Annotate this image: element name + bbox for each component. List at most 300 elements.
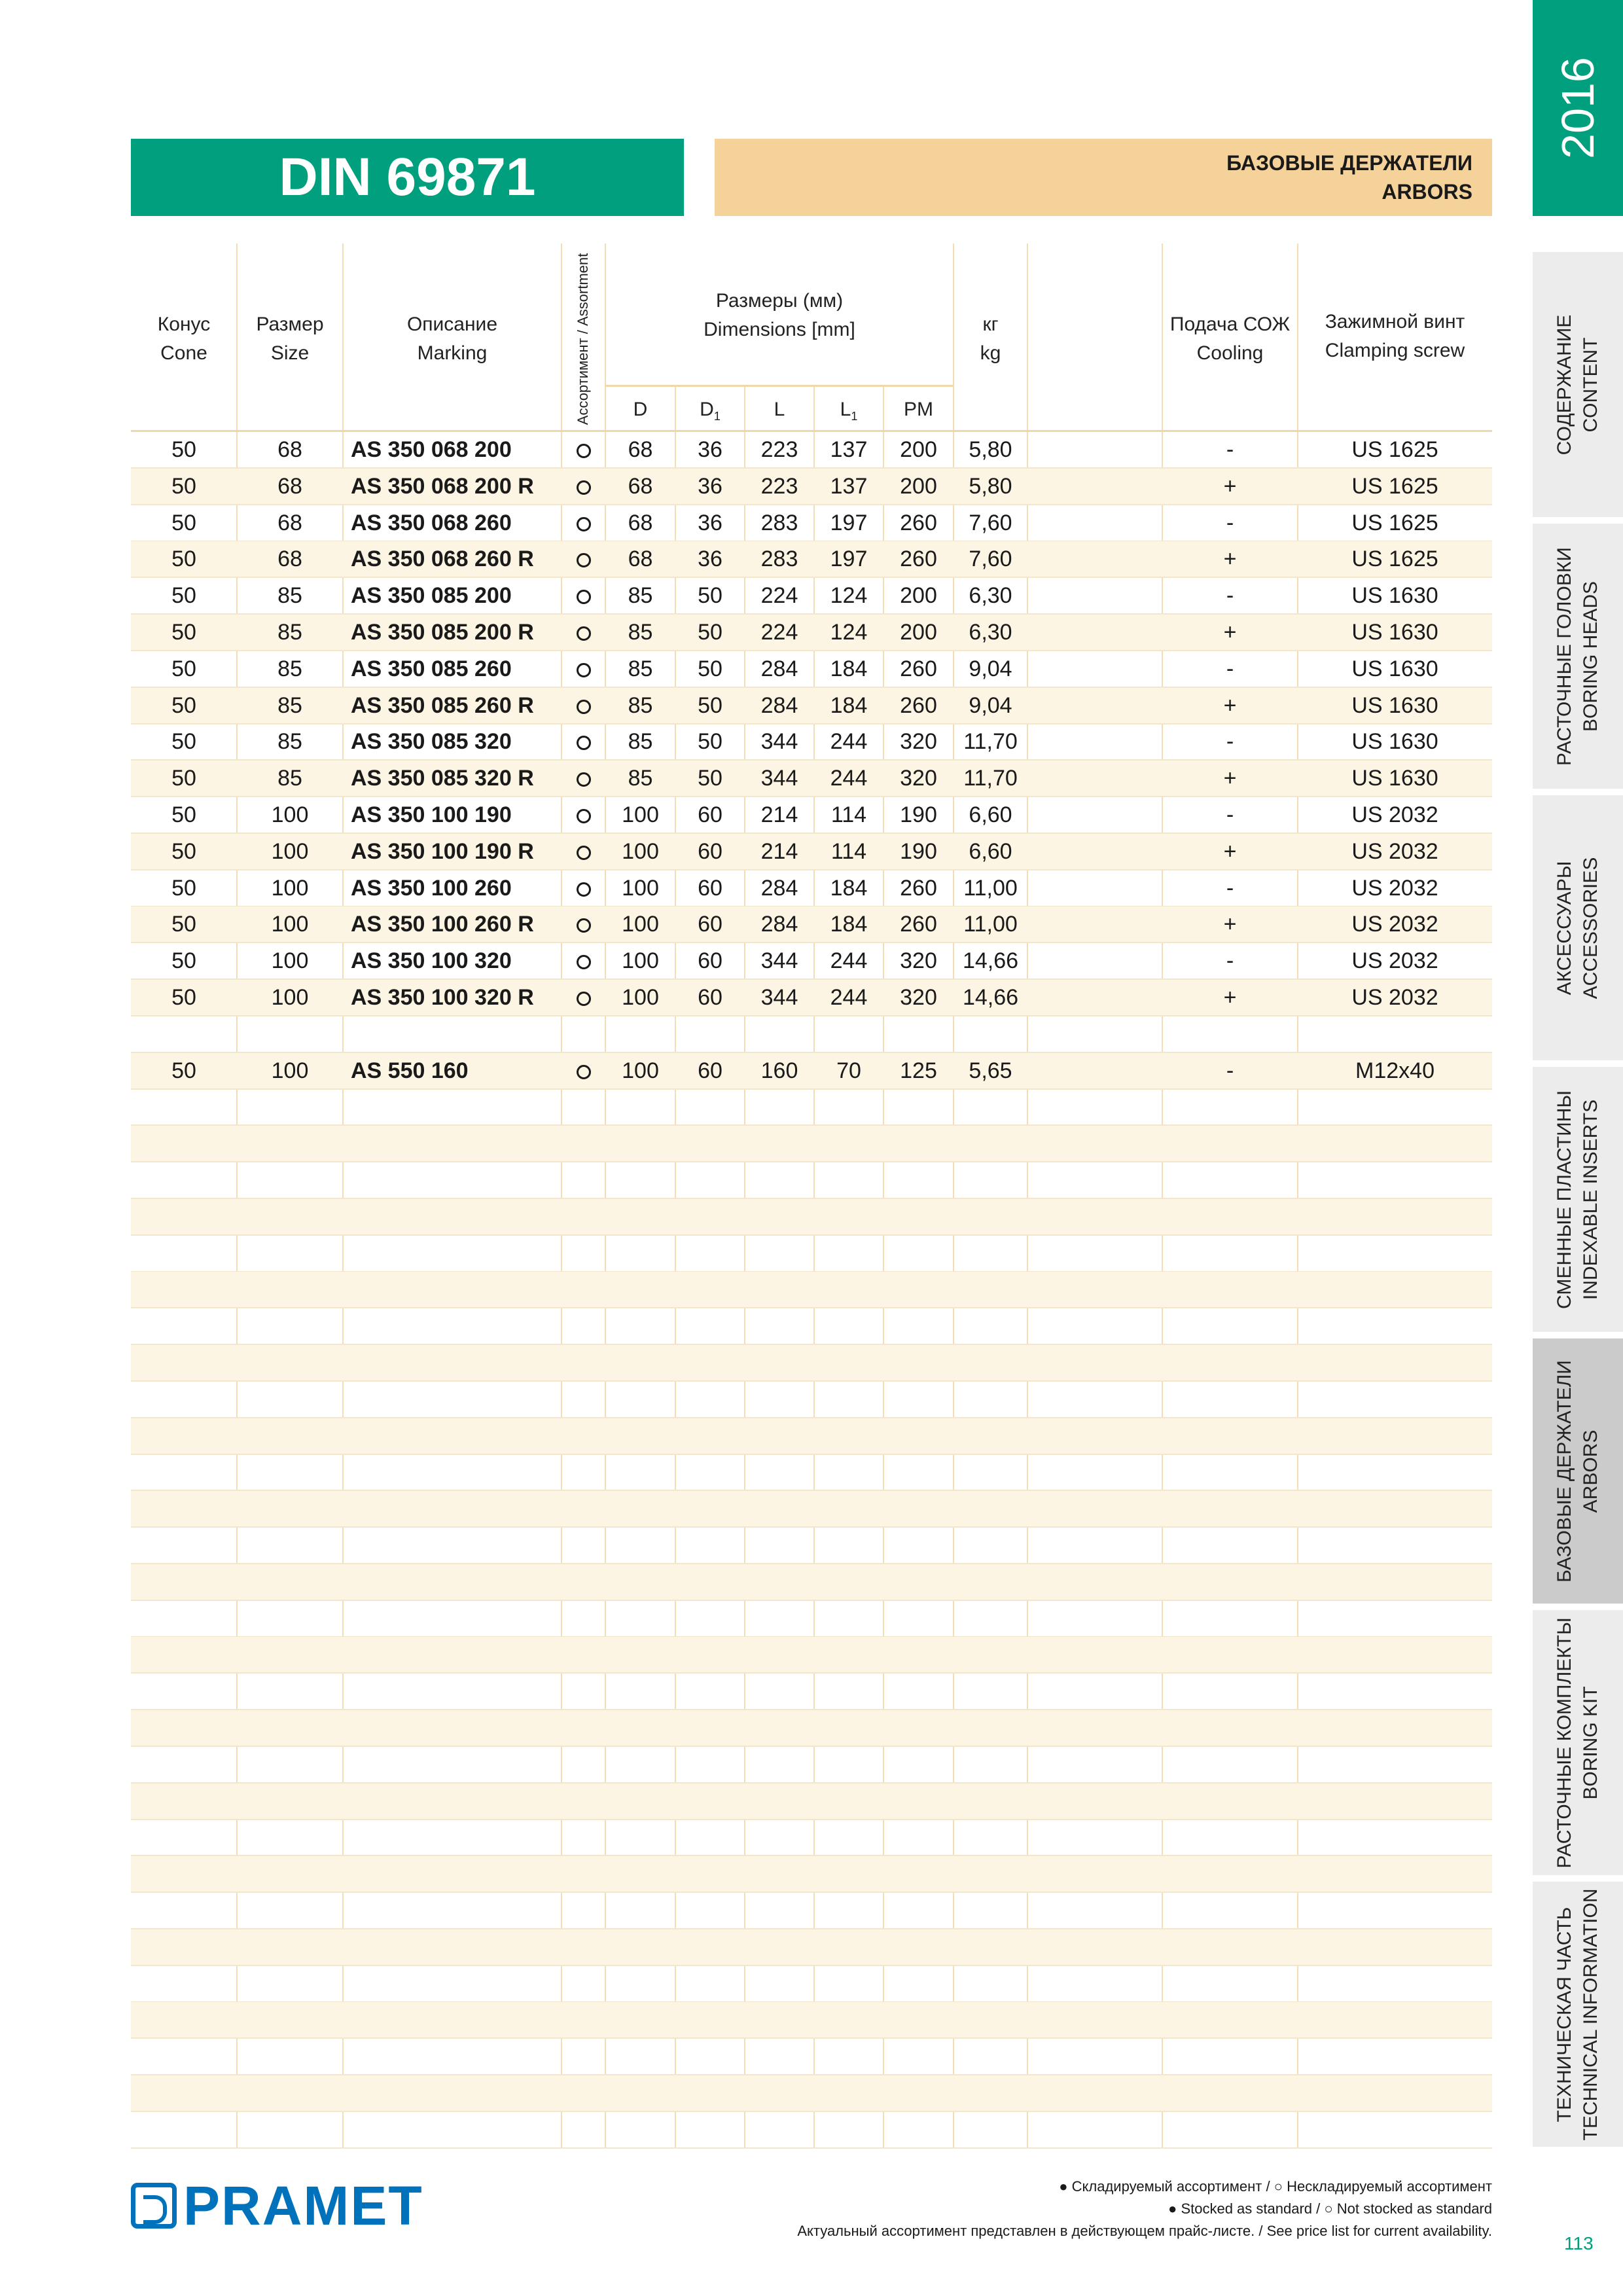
table-row — [131, 724, 1492, 761]
cell-l: 284 — [760, 912, 798, 937]
table-row — [131, 432, 1492, 469]
header-cone-secondary: Cone — [160, 342, 207, 364]
cell-pm: 320 — [900, 729, 937, 755]
table-row — [131, 870, 1492, 907]
cell-screw: US 2032 — [1351, 875, 1438, 901]
cell-size: 68 — [277, 437, 302, 462]
table-row — [131, 1747, 1492, 1784]
cell-marking: AS 350 100 320 — [351, 948, 512, 974]
header-kg — [954, 310, 1027, 368]
table-row — [131, 541, 1492, 578]
cell-d1: 50 — [698, 620, 722, 645]
table-row — [131, 688, 1492, 725]
cell-d: 85 — [628, 692, 653, 718]
table-row — [131, 2112, 1492, 2149]
cell-l1: 244 — [830, 948, 868, 974]
cell-cone: 50 — [171, 620, 196, 645]
cell-d1: 60 — [698, 802, 722, 827]
assortment-cell — [562, 688, 605, 723]
nav-tab-label — [1552, 1617, 1604, 1868]
header-clamping-screw-primary: Зажимной винт — [1325, 311, 1465, 332]
table-row — [131, 505, 1492, 542]
cell-l1: 70 — [836, 1058, 861, 1083]
header-d — [605, 395, 675, 424]
header-d1-main: D — [700, 399, 714, 420]
cell-marking: AS 350 085 260 — [351, 656, 512, 681]
nav-tab-4[interactable] — [1533, 1338, 1623, 1604]
cell-l: 160 — [760, 1058, 798, 1083]
not-stocked-circle-icon — [577, 882, 591, 897]
table-row — [131, 2039, 1492, 2075]
cell-kg: 9,04 — [969, 656, 1012, 681]
cell-cooling: - — [1226, 802, 1234, 827]
cell-cooling: + — [1223, 985, 1237, 1010]
cell-pm: 260 — [900, 875, 937, 901]
header-l1-subscript: 1 — [851, 410, 858, 423]
cell-pm: 200 — [900, 620, 937, 645]
nav-tab-label-ru: РАСТОЧНЫЕ ГОЛОВКИ — [1554, 547, 1575, 766]
cell-screw: M12x40 — [1355, 1058, 1435, 1083]
cell-l: 284 — [760, 692, 798, 718]
cell-screw: US 1630 — [1351, 583, 1438, 609]
not-stocked-circle-icon — [577, 809, 591, 823]
cell-cooling: + — [1223, 838, 1237, 864]
cell-l: 283 — [760, 547, 798, 572]
legend-ru: ● Складируемый ассортимент / ○ Нескладируемый ассортимент — [1059, 2178, 1492, 2195]
not-stocked-circle-icon — [577, 590, 591, 604]
nav-tab-label-en: CONTENT — [1580, 337, 1601, 433]
header-kg-primary: кг — [982, 314, 999, 335]
nav-tab-label-ru: АКСЕССУАРЫ — [1554, 861, 1575, 995]
cell-cooling: - — [1226, 656, 1234, 681]
cell-cooling: - — [1226, 1058, 1234, 1083]
cell-kg: 6,60 — [969, 838, 1012, 864]
cell-d1: 36 — [698, 510, 722, 535]
assortment-cell — [562, 432, 605, 467]
cell-d: 85 — [628, 729, 653, 755]
cell-marking: AS 350 085 200 — [351, 583, 512, 609]
assortment-cell — [562, 906, 605, 942]
assortment-cell — [562, 724, 605, 759]
header-kg-secondary: kg — [980, 342, 1001, 364]
assortment-cell — [562, 834, 605, 869]
cell-d: 68 — [628, 547, 653, 572]
cell-cone: 50 — [171, 802, 196, 827]
cell-d: 100 — [622, 985, 659, 1010]
cell-pm: 260 — [900, 912, 937, 937]
cell-kg: 7,60 — [969, 510, 1012, 535]
cell-screw: US 2032 — [1351, 838, 1438, 864]
nav-tab-label-ru: ТЕХНИЧЕСКАЯ ЧАСТЬ — [1554, 1907, 1575, 2122]
cell-cooling: - — [1226, 437, 1234, 462]
cell-size: 85 — [277, 583, 302, 609]
header-marking-secondary: Marking — [417, 342, 488, 364]
not-stocked-circle-icon — [577, 700, 591, 714]
cell-size: 100 — [271, 875, 309, 901]
cell-cone: 50 — [171, 583, 196, 609]
cell-l1: 114 — [830, 838, 867, 864]
header-pm-main: PM — [904, 399, 933, 420]
header-clamping-screw — [1298, 308, 1492, 365]
not-stocked-circle-icon — [577, 663, 591, 677]
cell-cooling: - — [1226, 875, 1234, 901]
cell-l1: 184 — [830, 656, 868, 681]
cell-d: 100 — [622, 875, 659, 901]
assortment-cell — [562, 1053, 605, 1088]
header-dimensions-secondary: Dimensions [mm] — [704, 319, 855, 340]
nav-tab-label — [1552, 314, 1604, 455]
cell-kg: 14,66 — [962, 948, 1019, 974]
cell-d1: 50 — [698, 766, 722, 791]
table-row — [131, 1929, 1492, 1966]
cell-l: 344 — [760, 948, 798, 974]
cell-cooling: - — [1226, 510, 1234, 535]
cell-screw: US 1630 — [1351, 729, 1438, 755]
cell-l1: 184 — [830, 875, 868, 901]
table-row — [131, 1784, 1492, 1820]
cell-size: 100 — [271, 1058, 309, 1083]
cell-size: 100 — [271, 912, 309, 937]
not-stocked-circle-icon — [577, 736, 591, 750]
page-title: DIN 69871 — [131, 139, 684, 216]
cell-d1: 36 — [698, 437, 722, 462]
cell-cone: 50 — [171, 692, 196, 718]
cell-pm: 190 — [900, 838, 937, 864]
cell-marking: AS 350 100 320 R — [351, 985, 534, 1010]
not-stocked-circle-icon — [577, 517, 591, 531]
cell-kg: 6,60 — [969, 802, 1012, 827]
cell-marking: AS 350 100 260 R — [351, 912, 534, 937]
cell-marking: AS 350 100 260 — [351, 875, 512, 901]
cell-cone: 50 — [171, 510, 196, 535]
cell-cone: 50 — [171, 547, 196, 572]
cell-kg: 5,65 — [969, 1058, 1012, 1083]
cell-l1: 124 — [830, 620, 868, 645]
year-label: 2016 — [1552, 57, 1603, 159]
table-row — [131, 980, 1492, 1016]
nav-tab-2[interactable] — [1533, 795, 1623, 1060]
table-row — [131, 1418, 1492, 1455]
cell-screw: US 1630 — [1351, 766, 1438, 791]
table-row — [131, 1637, 1492, 1674]
cell-kg: 7,60 — [969, 547, 1012, 572]
cell-cone: 50 — [171, 656, 196, 681]
table-row — [131, 1162, 1492, 1199]
cell-size: 68 — [277, 547, 302, 572]
header-l-main: L — [774, 399, 785, 420]
cell-l: 284 — [760, 656, 798, 681]
cell-l: 214 — [760, 838, 798, 864]
table-row — [131, 651, 1492, 688]
nav-tab-label-en: ACCESSORIES — [1580, 857, 1601, 999]
cell-cooling: - — [1226, 583, 1234, 609]
nav-tab-label-ru: БАЗОВЫЕ ДЕРЖАТЕЛИ — [1554, 1359, 1575, 1583]
cell-screw: US 1630 — [1351, 692, 1438, 718]
cell-screw: US 1625 — [1351, 437, 1438, 462]
nav-tab-label — [1552, 1360, 1604, 1583]
not-stocked-circle-icon — [577, 553, 591, 567]
cell-d: 85 — [628, 620, 653, 645]
table-row — [131, 1199, 1492, 1236]
cell-l1: 197 — [830, 510, 868, 535]
cell-marking: AS 350 068 200 R — [351, 473, 534, 499]
table-row — [131, 1820, 1492, 1856]
table-row — [131, 1893, 1492, 1929]
cell-d1: 60 — [698, 985, 722, 1010]
table-row — [131, 906, 1492, 943]
cell-cooling: + — [1223, 620, 1237, 645]
cell-cone: 50 — [171, 729, 196, 755]
not-stocked-circle-icon — [577, 955, 591, 969]
cell-kg: 5,80 — [969, 437, 1012, 462]
cell-pm: 320 — [900, 948, 937, 974]
cell-pm: 125 — [900, 1058, 937, 1083]
cell-d: 100 — [622, 1058, 659, 1083]
header-clamping-screw-secondary: Clamping screw — [1325, 340, 1465, 361]
assortment-cell — [562, 980, 605, 1015]
nav-tab-label-en: BORING HEADS — [1580, 581, 1601, 732]
cell-cooling: + — [1223, 473, 1237, 499]
nav-tab-label-ru: РАСТОЧНЫЕ КОМПЛЕКТЫ — [1554, 1617, 1575, 1869]
header-cone — [131, 310, 237, 368]
table-row — [131, 1528, 1492, 1564]
table-row — [131, 578, 1492, 615]
cell-marking: AS 350 100 190 — [351, 802, 512, 827]
cell-d1: 36 — [698, 473, 722, 499]
cell-l: 284 — [760, 875, 798, 901]
header-cone-primary: Конус — [157, 314, 211, 335]
cell-marking: AS 350 100 190 R — [351, 838, 534, 864]
cell-size: 68 — [277, 510, 302, 535]
assortment-cell — [562, 870, 605, 906]
cell-cooling: - — [1226, 948, 1234, 974]
cell-cooling: - — [1226, 729, 1234, 755]
cell-pm: 260 — [900, 547, 937, 572]
table-row — [131, 1308, 1492, 1345]
header-marking-primary: Описание — [406, 314, 498, 335]
cell-size: 100 — [271, 802, 309, 827]
section-label-en: ARBORS — [1382, 180, 1472, 204]
cell-screw: US 2032 — [1351, 912, 1438, 937]
cell-marking: AS 350 085 320 — [351, 729, 512, 755]
header-size — [237, 310, 343, 368]
header-d1 — [675, 395, 745, 431]
header-d-main: D — [633, 399, 648, 420]
not-stocked-circle-icon — [577, 992, 591, 1006]
header-cooling-primary: Подача СОЖ — [1169, 314, 1291, 335]
page-number: 113 — [1564, 2233, 1594, 2253]
cell-kg: 11,00 — [963, 875, 1018, 901]
cell-l: 344 — [760, 985, 798, 1010]
cell-d: 68 — [628, 510, 653, 535]
cell-d: 100 — [622, 948, 659, 974]
nav-tab-1[interactable] — [1533, 524, 1623, 789]
cell-screw: US 1630 — [1351, 620, 1438, 645]
header-size-primary: Размер — [256, 314, 324, 335]
cell-cone: 50 — [171, 948, 196, 974]
table-row — [131, 1345, 1492, 1382]
cell-l: 344 — [760, 729, 798, 755]
cell-l: 214 — [760, 802, 798, 827]
cell-pm: 260 — [900, 510, 937, 535]
table-row — [131, 1454, 1492, 1491]
not-stocked-circle-icon — [577, 846, 591, 860]
cell-screw: US 2032 — [1351, 948, 1438, 974]
cell-d1: 50 — [698, 692, 722, 718]
header-pm — [883, 395, 954, 424]
table-row — [131, 1674, 1492, 1710]
cell-kg: 6,30 — [969, 583, 1012, 609]
nav-tab-5[interactable] — [1533, 1610, 1623, 1875]
availability-note: Актуальный ассортимент представлен в действующем прайс-листе. / See price list for current availability. — [797, 2223, 1492, 2239]
cell-d: 85 — [628, 583, 653, 609]
header-l — [745, 395, 814, 424]
cell-l1: 244 — [830, 766, 868, 791]
cell-l1: 244 — [830, 729, 868, 755]
cell-d1: 50 — [698, 729, 722, 755]
table-row — [131, 834, 1492, 870]
table-row — [131, 1710, 1492, 1747]
not-stocked-circle-icon — [577, 480, 591, 495]
cell-l1: 124 — [830, 583, 868, 609]
cell-l1: 137 — [830, 437, 868, 462]
cell-l1: 197 — [830, 547, 868, 572]
cell-cone: 50 — [171, 1058, 196, 1083]
cell-cone: 50 — [171, 912, 196, 937]
header-dimensions-primary: Размеры (мм) — [715, 290, 844, 312]
assortment-cell — [562, 615, 605, 650]
nav-tab-label-en: ARBORS — [1580, 1429, 1601, 1513]
cell-screw: US 1625 — [1351, 547, 1438, 572]
cell-cooling: + — [1223, 547, 1237, 572]
nav-tab-label-ru: СОДЕРЖАНИЕ — [1554, 314, 1575, 455]
cell-marking: AS 550 160 — [351, 1058, 469, 1083]
cell-d1: 60 — [698, 1058, 722, 1083]
cell-cooling: + — [1223, 692, 1237, 718]
not-stocked-circle-icon — [577, 772, 591, 787]
nav-tab-label — [1552, 1888, 1604, 2140]
cell-d: 100 — [622, 802, 659, 827]
cell-size: 85 — [277, 766, 302, 791]
cell-size: 100 — [271, 838, 309, 864]
table-row — [131, 2075, 1492, 2112]
cell-l: 223 — [760, 473, 798, 499]
cell-l1: 137 — [830, 473, 868, 499]
pramet-logo — [131, 2176, 423, 2235]
section-label — [715, 139, 1492, 216]
table-row — [131, 615, 1492, 651]
not-stocked-circle-icon — [577, 626, 591, 641]
table-row — [131, 797, 1492, 834]
nav-tab-0[interactable] — [1533, 252, 1623, 517]
header-size-secondary: Size — [270, 342, 310, 364]
cell-screw: US 1630 — [1351, 656, 1438, 681]
nav-tab-label — [1552, 857, 1604, 999]
pramet-logo-icon — [131, 2183, 177, 2229]
cell-kg: 6,30 — [969, 620, 1012, 645]
cell-l1: 244 — [830, 985, 868, 1010]
cell-cone: 50 — [171, 473, 196, 499]
cell-marking: AS 350 085 320 R — [351, 766, 534, 791]
header-d1-subscript: 1 — [713, 410, 721, 423]
cell-kg: 9,04 — [969, 692, 1012, 718]
header-cooling-secondary: Cooling — [1196, 342, 1264, 364]
cell-d: 85 — [628, 766, 653, 791]
cell-cone: 50 — [171, 875, 196, 901]
cell-d1: 36 — [698, 547, 722, 572]
cell-d: 68 — [628, 437, 653, 462]
cell-d: 68 — [628, 473, 653, 499]
cell-d: 100 — [622, 912, 659, 937]
table-row — [131, 1053, 1492, 1090]
cell-l1: 184 — [830, 912, 868, 937]
cell-d1: 60 — [698, 838, 722, 864]
year-tab — [1533, 0, 1623, 216]
cell-size: 85 — [277, 656, 302, 681]
header-l1-main: L — [840, 399, 851, 420]
cell-l: 224 — [760, 620, 798, 645]
cell-pm: 200 — [900, 473, 937, 499]
cell-size: 85 — [277, 620, 302, 645]
nav-tab-3[interactable] — [1533, 1067, 1623, 1332]
table-row — [131, 469, 1492, 505]
logo-text: PRAMET — [183, 2174, 423, 2236]
not-stocked-circle-icon — [577, 918, 591, 933]
table-row — [131, 1491, 1492, 1528]
table-row — [131, 2002, 1492, 2039]
cell-screw: US 2032 — [1351, 985, 1438, 1010]
cell-kg: 11,70 — [963, 729, 1018, 755]
assortment-cell — [562, 578, 605, 613]
cell-screw: US 1625 — [1351, 510, 1438, 535]
cell-l: 283 — [760, 510, 798, 535]
cell-kg: 5,80 — [969, 473, 1012, 499]
nav-tab-6[interactable] — [1533, 1882, 1623, 2147]
cell-kg: 11,70 — [963, 766, 1018, 791]
header-dimensions — [605, 287, 954, 344]
cell-cone: 50 — [171, 766, 196, 791]
table-row — [131, 761, 1492, 797]
cell-size: 68 — [277, 473, 302, 499]
table-row — [131, 1382, 1492, 1418]
cell-cone: 50 — [171, 437, 196, 462]
not-stocked-circle-icon — [577, 1065, 591, 1079]
nav-tab-label-en: BORING KIT — [1580, 1685, 1601, 1800]
header-assortment: Ассортимент / Assortment — [575, 253, 591, 425]
table-row — [131, 1016, 1492, 1053]
header-cooling — [1162, 310, 1298, 368]
cell-size: 100 — [271, 948, 309, 974]
cell-l: 344 — [760, 766, 798, 791]
cell-pm: 190 — [900, 802, 937, 827]
cell-cooling: + — [1223, 912, 1237, 937]
header-marking — [343, 310, 562, 368]
cell-size: 100 — [271, 985, 309, 1010]
cell-screw: US 2032 — [1351, 802, 1438, 827]
nav-tab-label-en: INDEXABLE INSERTS — [1580, 1099, 1601, 1300]
cell-d: 85 — [628, 656, 653, 681]
assortment-cell — [562, 541, 605, 577]
cell-marking: AS 350 085 200 R — [351, 620, 534, 645]
cell-marking: AS 350 085 260 R — [351, 692, 534, 718]
cell-d: 100 — [622, 838, 659, 864]
cell-pm: 200 — [900, 583, 937, 609]
cell-pm: 260 — [900, 692, 937, 718]
section-label-ru: БАЗОВЫЕ ДЕРЖАТЕЛИ — [1226, 151, 1472, 175]
header-l1 — [814, 395, 883, 431]
table-row — [131, 1236, 1492, 1272]
assortment-cell — [562, 761, 605, 796]
